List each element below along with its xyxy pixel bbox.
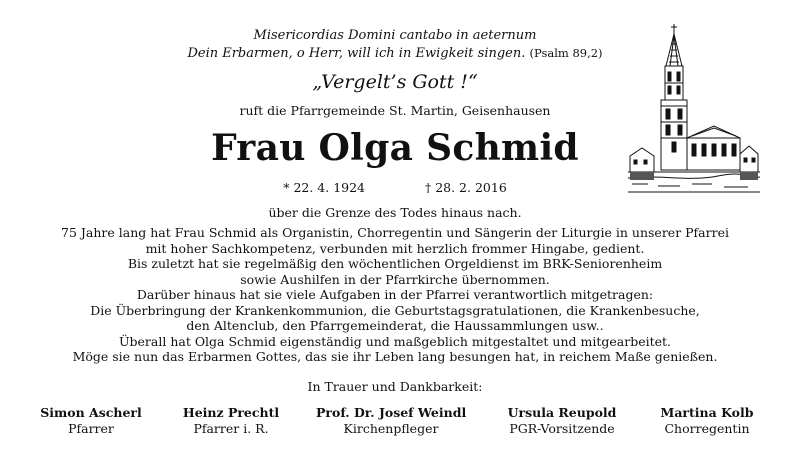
signer bbox=[487, 405, 637, 437]
signer bbox=[156, 405, 306, 437]
motto-source: (Psalm 89,2) bbox=[529, 46, 603, 60]
deceased-name: Frau Olga Schmid bbox=[211, 127, 579, 169]
body-line: sowie Aushilfen in der Pfarrkirche übernommen. bbox=[240, 271, 550, 287]
signer bbox=[632, 405, 782, 437]
passage-line: über die Grenze des Todes hinaus nach. bbox=[268, 205, 522, 220]
body-line: Darüber hinaus hat sie viele Aufgaben in der Pfarrei verantwortlich mitgetragen: bbox=[136, 287, 654, 302]
body-text bbox=[0, 225, 790, 365]
body-line: Möge sie nun das Erbarmen Gottes, das sie ihr Leben lang besungen hat, in reichem Maße genießen. bbox=[72, 349, 718, 364]
signer-name: Martina Kolb bbox=[660, 405, 754, 420]
signer-role: Pfarrer i. R. bbox=[193, 421, 269, 436]
mourning-line: In Trauer und Dankbarkeit: bbox=[307, 379, 483, 394]
motto-german-text: Dein Erbarmen, o Herr, will ich in Ewigkeit singen. bbox=[187, 46, 526, 61]
signer bbox=[316, 405, 466, 437]
body-line: den Altenclub, den Pfarrgemeinderat, die Haussammlungen usw.. bbox=[186, 318, 604, 333]
body-line: Überall hat Olga Schmid eigenständig und maßgeblich mitgestaltet und mitgearbeitet. bbox=[118, 333, 672, 349]
body-line: Die Überbringung der Krankenkommunion, die Geburtstagsgratulationen, die Krankenbesuche, bbox=[90, 302, 700, 318]
signer-name: Prof. Dr. Josef Weindl bbox=[316, 405, 467, 420]
body-line: 75 Jahre lang hat Frau Schmid als Organistin, Chorregentin und Sängerin der Liturgie in unserer Pfarrei bbox=[61, 225, 729, 240]
signer-role: Chorregentin bbox=[664, 421, 750, 436]
signer-role: PGR-Vorsitzende bbox=[509, 421, 615, 436]
church-icon bbox=[628, 22, 760, 200]
signer-role: Pfarrer bbox=[68, 421, 114, 436]
body-line: Bis zuletzt hat sie regelmäßig den wöchentlichen Orgeldienst im BRK-Seniorenheim bbox=[127, 256, 663, 271]
birth-date: * 22. 4. 1924 bbox=[283, 180, 366, 195]
signer-name: Ursula Reupold bbox=[507, 405, 617, 420]
signer-role: Kirchenpfleger bbox=[343, 421, 439, 436]
death-date: † 28. 2. 2016 bbox=[424, 180, 507, 195]
body-line: mit hoher Sachkompetenz, verbunden mit herzlich frommer Hingabe, gedient. bbox=[145, 240, 645, 256]
signer-name: Simon Ascherl bbox=[40, 405, 142, 420]
signer bbox=[16, 405, 166, 437]
thanks-heading: „Vergelt’s Gott !“ bbox=[312, 71, 478, 93]
signer-name: Heinz Prechtl bbox=[182, 405, 280, 420]
parish-line: ruft die Pfarrgemeinde St. Martin, Geisenhausen bbox=[239, 103, 551, 118]
signers bbox=[0, 405, 790, 441]
motto-latin: Misericordias Domini cantabo in aeternum bbox=[253, 28, 537, 43]
